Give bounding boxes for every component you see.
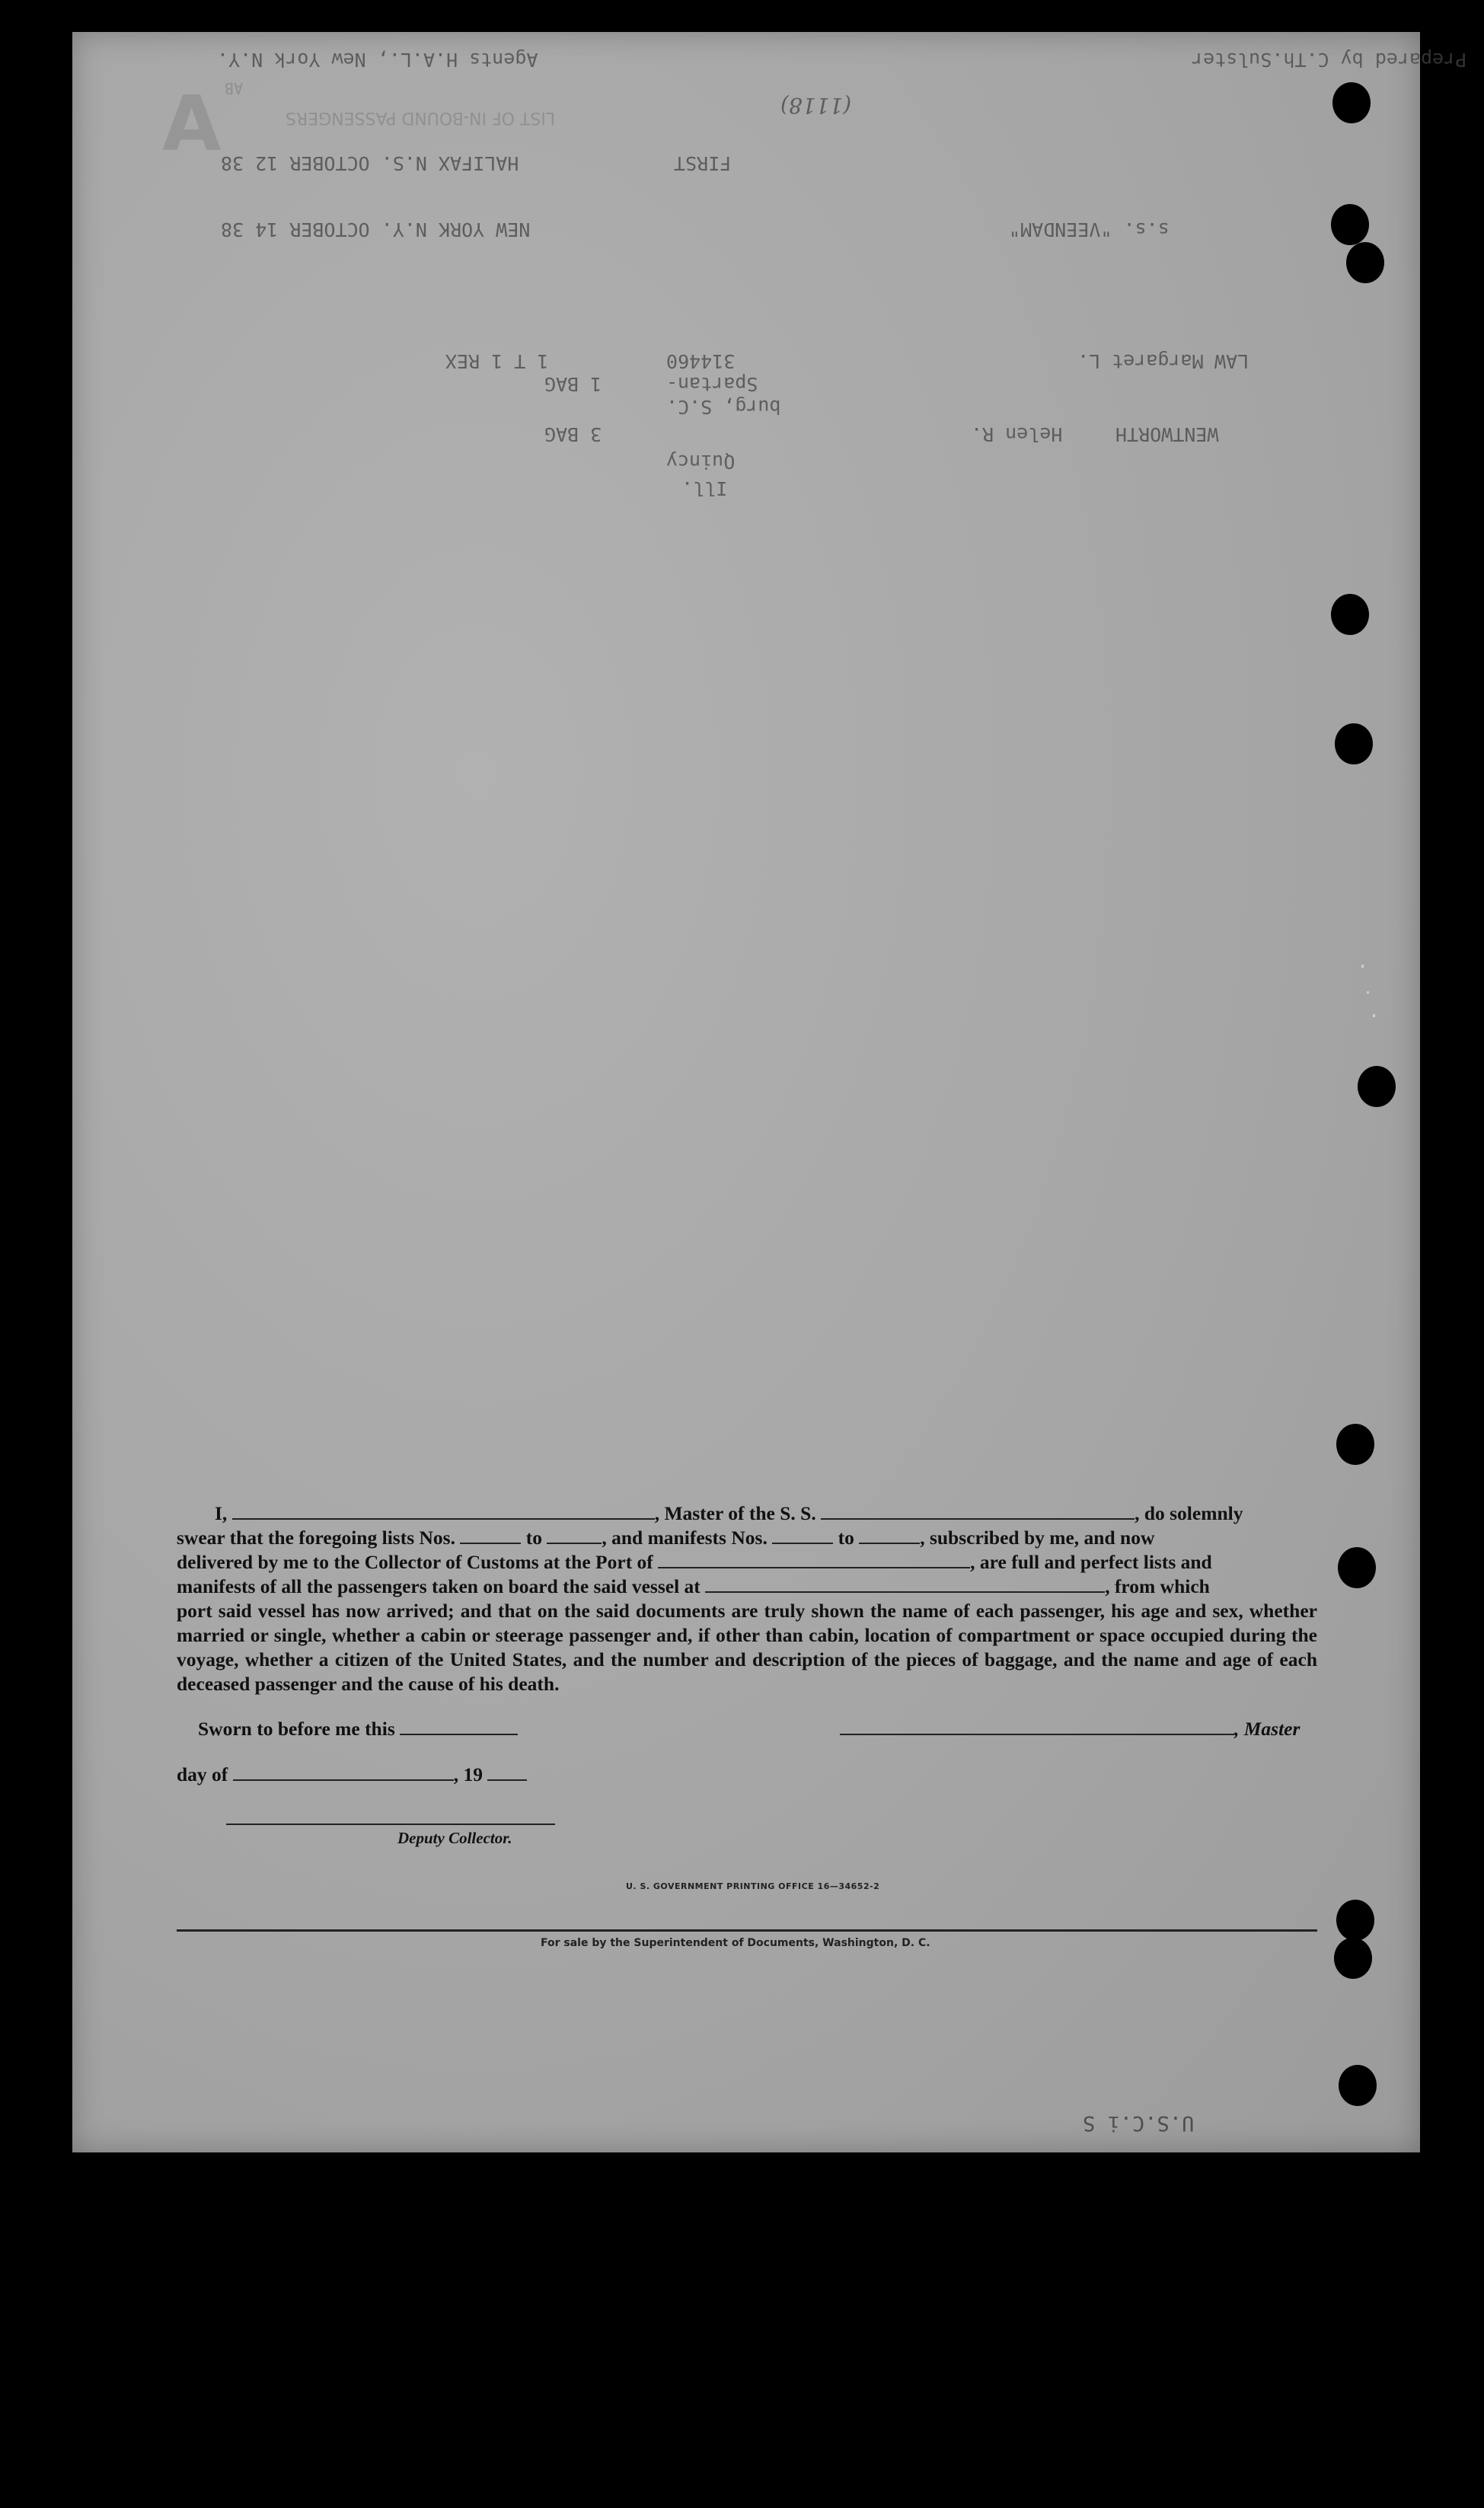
gpo-imprint: U. S. GOVERNMENT PRINTING OFFICE 16—34652-2 [626, 1881, 880, 1891]
code-line: AB [225, 79, 244, 97]
deputy-collector-label: Deputy Collector. [397, 1829, 512, 1847]
passenger-5-ticket: Quincy [666, 451, 736, 473]
passenger-3-ticket: burg, S.C. [666, 396, 781, 418]
punch-hole [1336, 1424, 1374, 1465]
sworn-text: Sworn to before me this [198, 1718, 395, 1740]
punch-hole [1332, 82, 1371, 123]
sworn-line [198, 1718, 518, 1741]
ship-name-field[interactable] [821, 1503, 1135, 1520]
oath-and-manifests: , and manifests Nos. [602, 1527, 768, 1549]
speck [1367, 991, 1369, 994]
oath-master-of: , Master of the S. S. [654, 1502, 816, 1524]
punch-hole [1331, 594, 1369, 635]
punch-hole [1334, 1938, 1372, 1979]
bottom-rule [177, 1929, 1317, 1932]
oath-rest: port said vessel has now arrived; and that on the said documents are truly shown the name of each passenger, his age and sex, whether married or single, whether a cabin or steerage passenger and, if other than cabin, location of compartment or space occupied during the voyage, whether a citizen of the United States, and the number and description of the pieces of baggage, and the name and age of each deceased passenger and the cause of his death. [177, 1600, 1317, 1695]
oath-from-which: , from which [1105, 1575, 1210, 1597]
master-name-field[interactable] [232, 1503, 655, 1520]
oath-are-full: , are full and perfect lists and [970, 1551, 1212, 1573]
day-of-line [177, 1763, 527, 1786]
for-sale-imprint: For sale by the Superintendent of Documents, Washington, D. C. [541, 1937, 930, 1949]
passenger-2-ticket: Spartan- [666, 373, 758, 395]
day-of-text: day of [177, 1763, 228, 1785]
manifest-from-field[interactable] [772, 1527, 833, 1544]
oath-subscribed: , subscribed by me, and now [920, 1527, 1155, 1549]
departure-port-field[interactable] [705, 1576, 1105, 1593]
year-prefix: , 19 [453, 1763, 483, 1785]
oath-delivered: delivered by me to the Collector of Customs at the Port of [177, 1551, 653, 1573]
newyork-line: NEW YORK N.Y. OCTOBER 14 38 [221, 219, 531, 241]
corner-code: U.S.C.i S [1083, 2111, 1195, 2135]
speck [1361, 965, 1364, 968]
passenger-1-codes: 1 T 1 REX [445, 350, 549, 372]
class-label: FIRST [674, 152, 732, 174]
agents-text: Agents H.A.L., New York N.Y. [217, 49, 538, 71]
punch-hole [1339, 2065, 1377, 2106]
passenger-4-codes: 3 BAG [544, 423, 602, 445]
manifest-page [72, 32, 1467, 2152]
list-from-field[interactable] [460, 1527, 521, 1544]
halifax-line: HALIFAX N.S. OCTOBER 12 38 [221, 152, 519, 174]
port-field[interactable] [658, 1552, 970, 1568]
oath-to-1: to [525, 1527, 542, 1549]
passenger-2-codes: 1 BAG [544, 373, 602, 395]
master-signature-field[interactable] [840, 1718, 1234, 1735]
master-signature-line [840, 1718, 1300, 1741]
oath-i: I, [215, 1502, 228, 1524]
punch-hole [1338, 1547, 1376, 1588]
passenger-4-given: Helen R. [971, 423, 1063, 445]
list-title: LIST OF IN-BOUND PASSENGERS [286, 108, 556, 127]
punch-hole [1358, 1066, 1396, 1107]
manifest-to-field[interactable] [859, 1527, 920, 1544]
year-field[interactable] [487, 1764, 527, 1781]
punch-hole [1346, 242, 1384, 283]
stamp-letter: A [162, 79, 222, 168]
deputy-signature-rule [226, 1824, 555, 1825]
punch-hole [1331, 204, 1369, 245]
speck [1373, 1014, 1375, 1017]
passenger-1-surname: LAW [1214, 350, 1249, 372]
prepared-by-text: Prepared by C.Th.Sulster [1192, 49, 1467, 71]
day-field[interactable] [233, 1764, 454, 1781]
punch-hole [1336, 1900, 1374, 1941]
master-label: , Master [1234, 1718, 1300, 1740]
list-to-field[interactable] [547, 1527, 602, 1544]
ship-line: s.s. "VEENDAM" [1009, 219, 1170, 241]
oath-do-solemnly: , do solemnly [1135, 1502, 1243, 1524]
oath-paragraph [177, 1501, 1317, 1696]
passenger-4-surname: WENTWORTH [1115, 423, 1219, 445]
oath-to-2: to [838, 1527, 854, 1549]
sworn-date-field[interactable] [400, 1718, 518, 1735]
punch-hole [1335, 723, 1373, 764]
passenger-6-ticket: Ill. [681, 477, 728, 499]
passenger-1-ticket: 314460 [666, 350, 736, 372]
handwritten-number: (1118) [780, 93, 852, 118]
oath-manifests-of: manifests of all the passengers taken on board the said vessel at [177, 1575, 701, 1597]
passenger-1-given: Margaret L. [1077, 350, 1204, 372]
oath-swear: swear that the foregoing lists Nos. [177, 1527, 455, 1549]
